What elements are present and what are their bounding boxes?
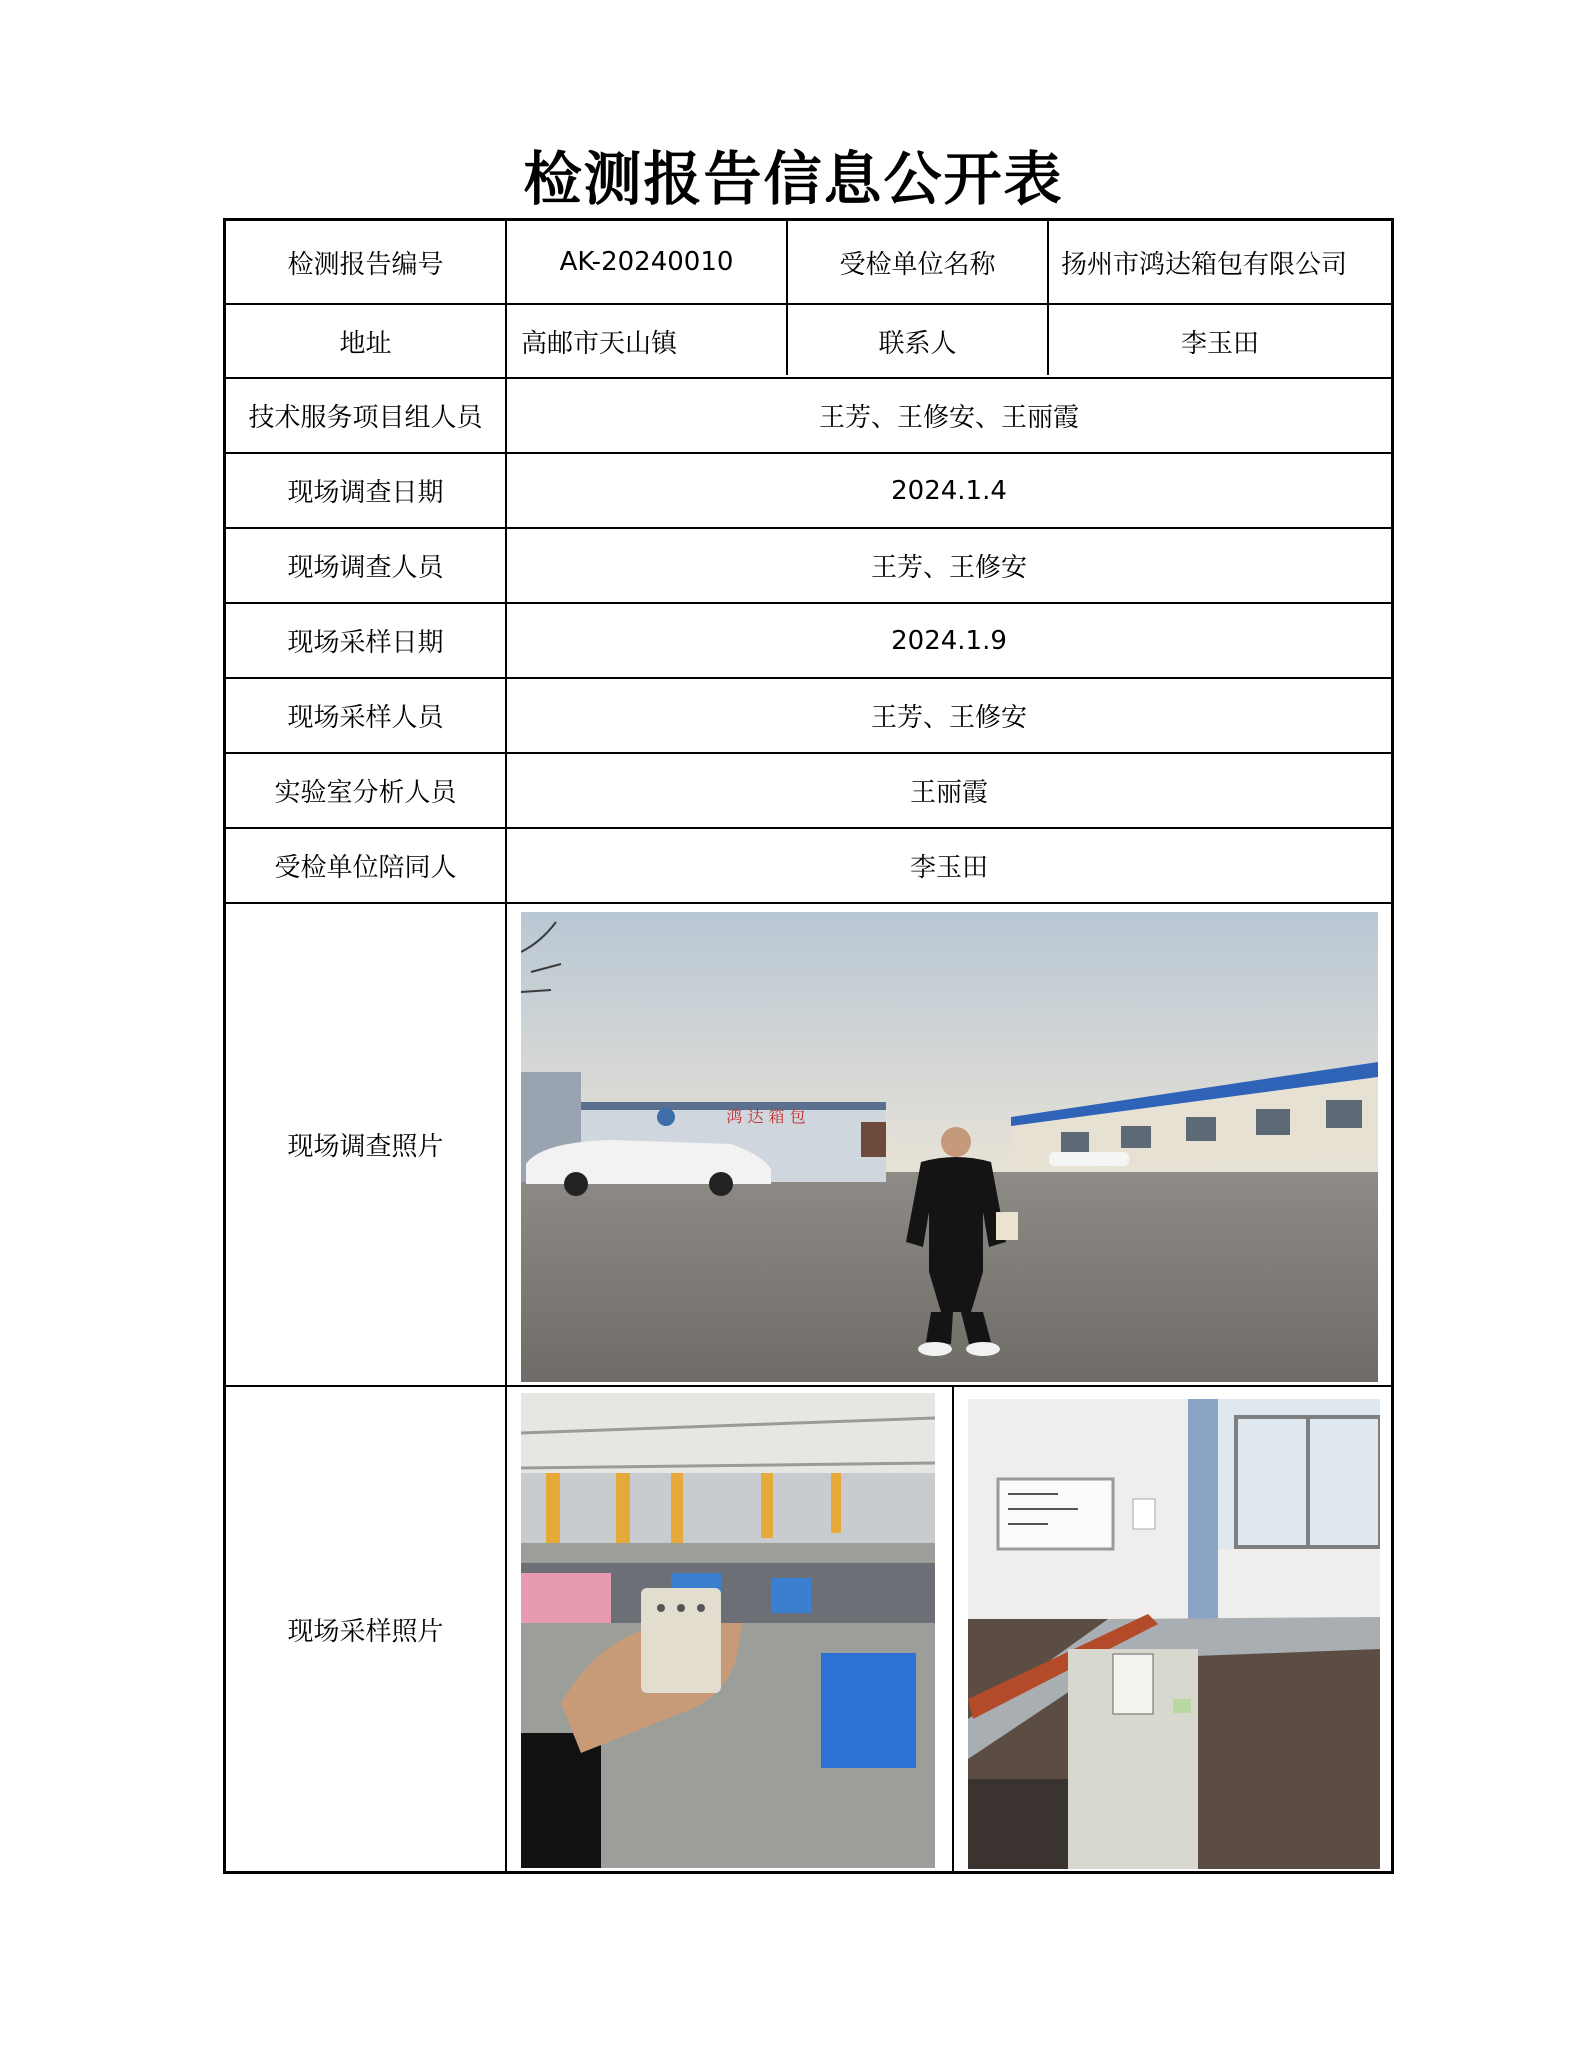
survey-photo (521, 912, 1378, 1382)
survey-staff-value: 王芳、王修安 (870, 553, 1027, 583)
sampling-date-value: 2024.1.9 (891, 625, 1007, 656)
sampling-staff-value: 王芳、王修安 (870, 703, 1027, 733)
escort-label: 受检单位陪同人 (274, 853, 457, 883)
survey-photo-label: 现场调查照片 (287, 1132, 444, 1162)
sampling-photo-workshop (521, 1393, 935, 1868)
sampling-date-label: 现场采样日期 (287, 628, 444, 658)
contact-label: 联系人 (878, 328, 957, 359)
report-no-value: AK-20240010 (559, 247, 734, 277)
survey-date-value: 2024.1.4 (891, 475, 1007, 506)
contact-value: 李玉田 (1180, 328, 1259, 359)
sampling-photo-office (968, 1399, 1380, 1869)
address-label: 地址 (339, 328, 392, 359)
photo-signage: 鸿 达 箱 包 (726, 1107, 806, 1126)
escort-value: 李玉田 (909, 853, 988, 883)
unit-name-value: 扬州市鸿达箱包有限公司 (1061, 249, 1348, 280)
report-no-label: 检测报告编号 (287, 249, 444, 280)
sampling-staff-label: 现场采样人员 (287, 703, 444, 733)
page-title: 检测报告信息公开表 (523, 145, 1064, 213)
team-value: 王芳、王修安、王丽霞 (818, 403, 1079, 433)
unit-name-label: 受检单位名称 (839, 249, 996, 280)
team-label: 技术服务项目组人员 (248, 403, 483, 433)
survey-staff-label: 现场调查人员 (287, 553, 444, 583)
sampling-photo-label: 现场采样照片 (287, 1616, 444, 1647)
lab-staff-value: 王丽霞 (909, 778, 988, 808)
lab-staff-label: 实验室分析人员 (274, 778, 457, 808)
address-value: 高邮市天山镇 (521, 328, 678, 359)
info-table (223, 218, 1394, 1874)
survey-date-label: 现场调查日期 (287, 478, 444, 508)
